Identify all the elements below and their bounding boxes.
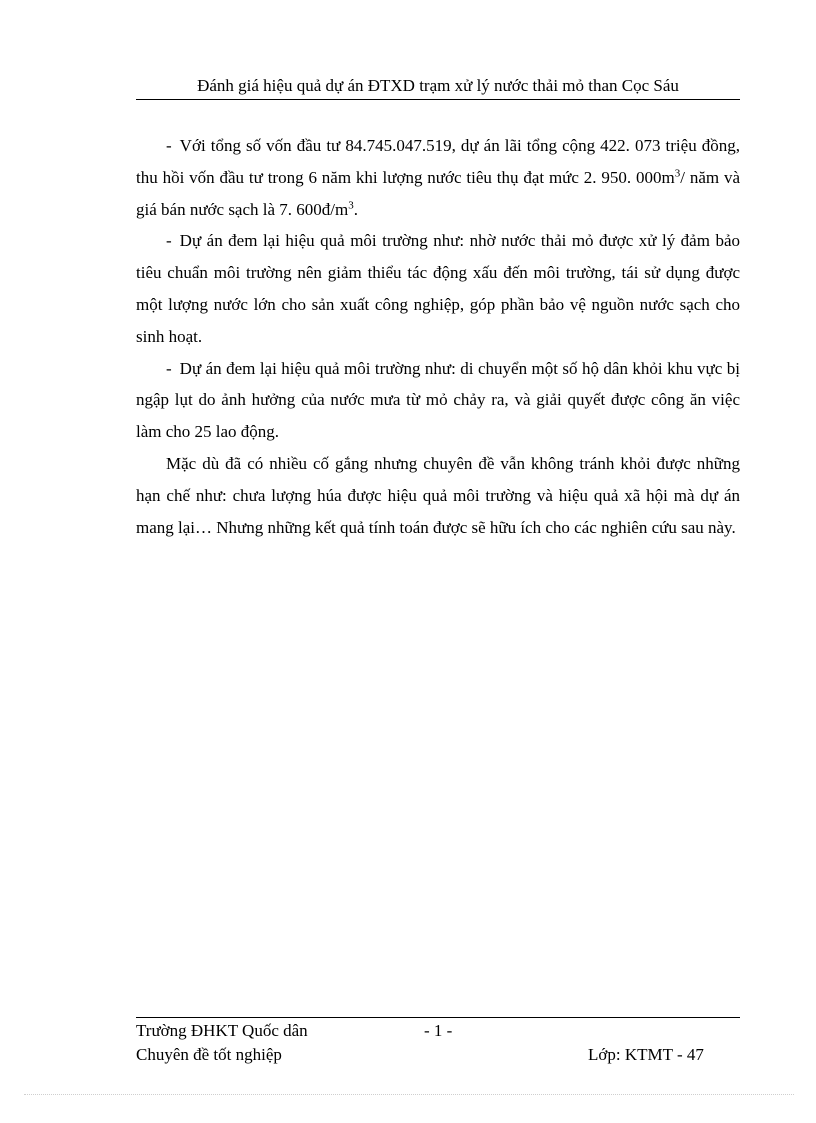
paragraph-3-text: Dự án đem lại hiệu quả môi trường như: di chuyển một số hộ dân khỏi khu vực bị ngập lụt do ảnh hưởng của nước mưa từ mỏ chảy ra, và giải quyết được công ăn việc làm cho 25 lao động. — [136, 358, 740, 442]
page-footer — [136, 1017, 740, 1069]
superscript: 3 — [674, 167, 681, 180]
document-body — [136, 130, 740, 543]
bullet-dash: - — [166, 358, 172, 378]
footer-row — [136, 1045, 740, 1069]
page-header — [136, 74, 740, 100]
superscript: 3 — [348, 198, 354, 211]
paragraph-2 — [136, 225, 740, 352]
bullet-dash: - — [166, 231, 172, 251]
header-title: Đánh giá hiệu quả dự án ĐTXD trạm xử lý nước thải mỏ than Cọc Sáu — [197, 76, 679, 95]
paragraph-1-text-c: . — [353, 199, 358, 219]
footer-school: Trường ĐHKT Quốc dân — [136, 1021, 308, 1040]
paragraph-4-text: Mặc dù đã có nhiều cố gắng nhưng chuyên đề vẫn không tránh khỏi được những hạn chế như: chưa lượng húa được hiệu quả môi trường và hiệu quả xã hội mà dự án mang lại… Nhưng những kết quả tính toán được sẽ hữu ích cho các nghiên cứu sau này. — [136, 453, 740, 537]
footer-class: Lớp: KTMT - 47 — [588, 1045, 704, 1064]
paragraph-3 — [136, 353, 740, 448]
paragraph-2-text: Dự án đem lại hiệu quả môi trường như: nhờ nước thải mỏ được xử lý đảm bảo tiêu chuẩn môi trường nên giảm thiểu tác động xấu đến môi trường, tái sử dụng được một lượng nước lớn cho sản xuất công nghiệp, góp phần bảo vệ nguồn nước sạch cho sinh hoạt. — [136, 231, 740, 346]
paragraph-4 — [136, 448, 740, 543]
bullet-dash: - — [166, 136, 172, 155]
page-number: - 1 - — [424, 1021, 453, 1040]
footer-subject: Chuyên đề tốt nghiệp — [136, 1045, 282, 1064]
footer-row — [136, 1021, 740, 1045]
paragraph-1-text-a: Với tổng số vốn đầu tư 84.745.047.519, dự án lãi tổng cộng 422. 073 triệu đồng, thu hồi vốn đầu tư trong 6 năm khi lượng nước tiêu thụ đạt mức 2. 950. 000m — [136, 136, 740, 187]
paragraph-1 — [136, 130, 740, 225]
page-edge-divider — [24, 1094, 794, 1095]
paragraph-1-text-b: / năm và giá bán nước sạch là 7. 600đ/m — [136, 167, 741, 219]
